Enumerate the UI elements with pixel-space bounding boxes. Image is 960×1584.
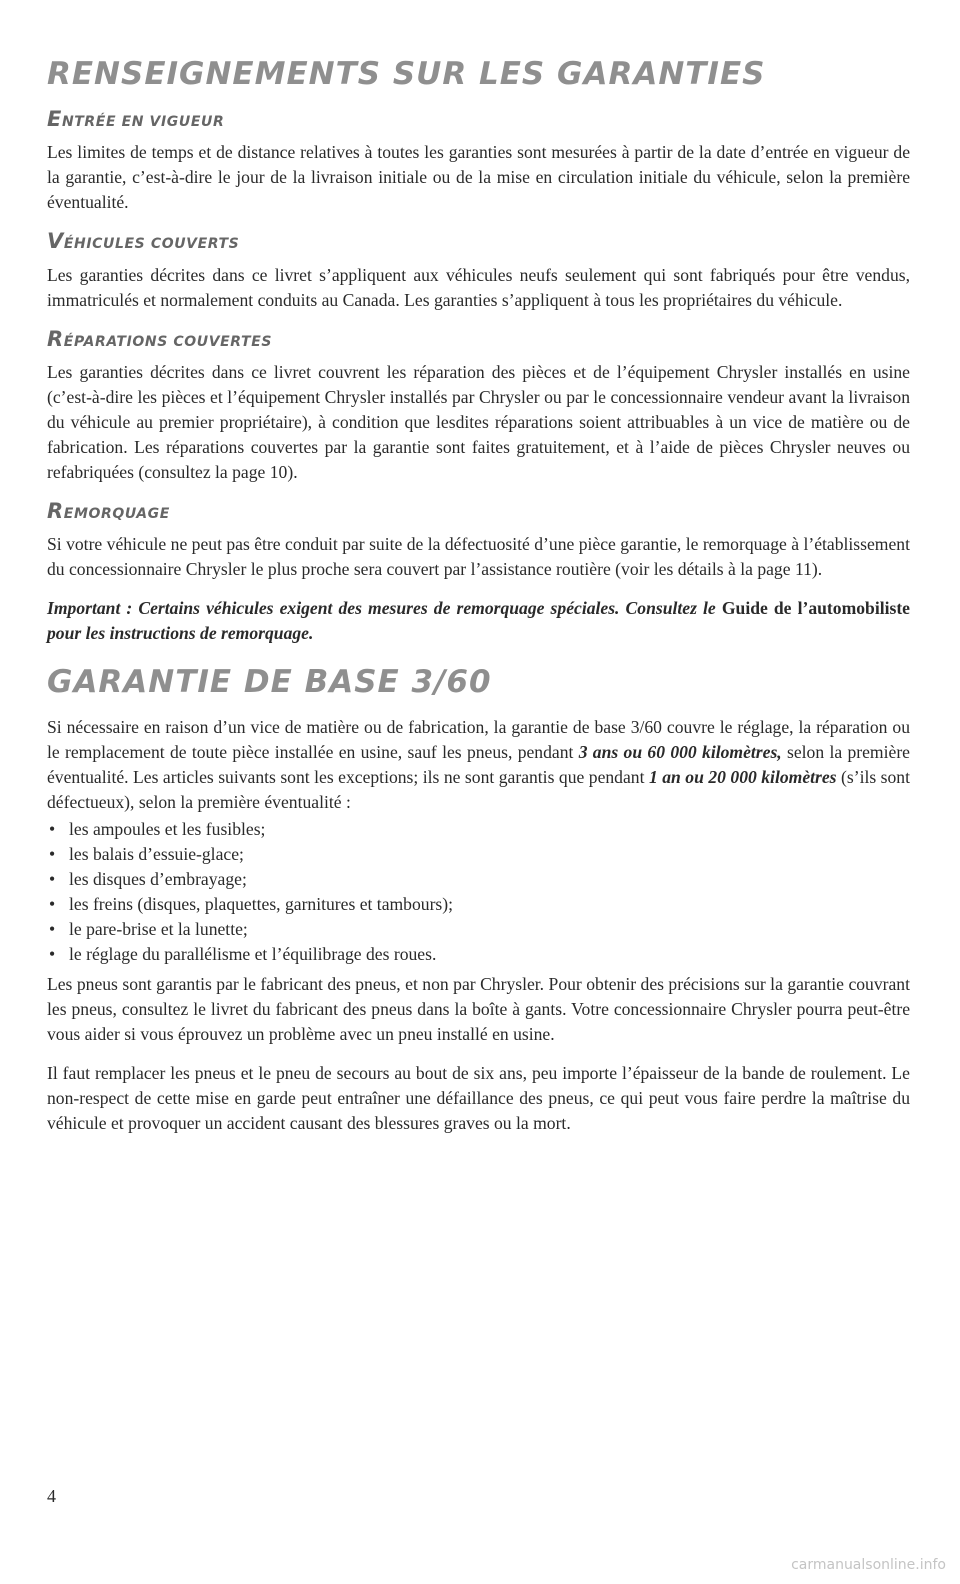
bullet-icon: • xyxy=(49,919,56,940)
important-note: Important : Certains véhicules exigent des mesures de remorquage spéciales. Consultez le Guide de l’automobiliste pour les instructions de remorquage. xyxy=(47,597,910,643)
base-warranty-text: Si nécessaire en raison d’un vice de matière ou de fabrication, la garantie de base 3/60 couvre le réglage, la réparation ou le remplacement de toute pièce installée en usine, sauf les pneus, pendant 3 ans ou 60 000 kilomètres, selon la première éventualité. Les articles suivants sont les exceptions; ils ne sont garantis que pendant 1 an ou 20 000 kilomètres (s’ils sont défectueux), selon la première éventualité : xyxy=(47,717,910,813)
page-number: 4 xyxy=(47,1486,56,1506)
section-text-reparations: Les garanties décrites dans ce livret couvrent les réparation des pièces et de l’équipement Chrysler installés en usine (c’est-à-dire les pièces et l’équipement Chrysler installés par Chrysler ou par le concessionnaire vendeur avant la livraison du véhicule au premier propriétaire), à condition que lesdites réparations soient attribuables à un vice de matière ou de fabrication. Les réparations couvertes par la garantie sont faites gratuitement, et à l’aide de pièces Chrysler neuves ou refabriquées (consultez la page 10). xyxy=(47,361,910,482)
list-item: • les freins (disques, plaquettes, garnitures et tambours); xyxy=(47,892,910,917)
section-text-vehicules: Les garanties décrites dans ce livret s’appliquent aux véhicules neufs seulement qui sont fabriqués pour être vendus, immatriculés et normalement conduits au Canada. Les garanties s’appliquent à tous les propriétaires du véhicule. xyxy=(47,264,910,310)
bullet-icon: • xyxy=(49,819,56,840)
bullet-icon: • xyxy=(49,944,56,965)
section-heading-entree: ENTRÉE EN VIGUEUR xyxy=(47,107,225,132)
tire-replacement-paragraph: Il faut remplacer les pneus et le pneu de secours au bout de six ans, peu importe l’épaisseur de la bande de roulement. Le non-respect de cette mise en garde peut entraîner une défaillance des pneus, ce qui peut vous faire perdre la maîtrise du véhicule et provoquer un accident causant des blessures graves ou la mort. xyxy=(47,1063,910,1134)
document-page xyxy=(47,56,910,1150)
section-heading-remorquage: REMORQUAGE xyxy=(47,498,170,523)
watermark: carmanualsonline.info xyxy=(791,1557,946,1573)
list-item: • les disques d’embrayage; xyxy=(47,867,910,892)
bullet-icon: • xyxy=(49,894,56,915)
section-heading-vehicules: VÉHICULES COUVERTS xyxy=(47,229,240,254)
exceptions-list xyxy=(47,817,910,967)
base-warranty-title: GARANTIE DE BASE 3/60 xyxy=(47,663,492,700)
bullet-icon: • xyxy=(49,844,56,865)
list-item: • le réglage du parallélisme et l’équilibrage des roues. xyxy=(47,942,910,967)
section-text-remorquage: Si votre véhicule ne peut pas être conduit par suite de la défectuosité d’une pièce garantie, le remorquage à l’établissement du concessionnaire Chrysler le plus proche sera couvert par l’assistance routière (voir les détails à la page 11). xyxy=(47,533,910,579)
section-text-entree: Les limites de temps et de distance relatives à toutes les garanties sont mesurées à partir de la date d’entrée en vigueur de la garantie, c’est-à-dire le jour de la livraison initiale ou de la mise en circulation initiale du véhicule, selon la première éventualité. xyxy=(47,142,910,213)
section-heading-reparations: RÉPARATIONS COUVERTES xyxy=(47,326,273,351)
list-item: • le pare-brise et la lunette; xyxy=(47,917,910,942)
tires-paragraph: Les pneus sont garantis par le fabricant des pneus, et non par Chrysler. Pour obtenir des précisions sur la garantie couvrant les pneus, consultez le livret du fabricant des pneus dans la boîte à gants. Votre concessionnaire Chrysler pourra peut-être vous aider si vous éprouvez un problème avec un pneu installé en usine. xyxy=(47,974,910,1045)
main-title: RENSEIGNEMENTS SUR LES GARANTIES xyxy=(47,56,766,92)
list-item: • les ampoules et les fusibles; xyxy=(47,817,910,842)
bullet-icon: • xyxy=(49,869,56,890)
list-item: • les balais d’essuie-glace; xyxy=(47,842,910,867)
